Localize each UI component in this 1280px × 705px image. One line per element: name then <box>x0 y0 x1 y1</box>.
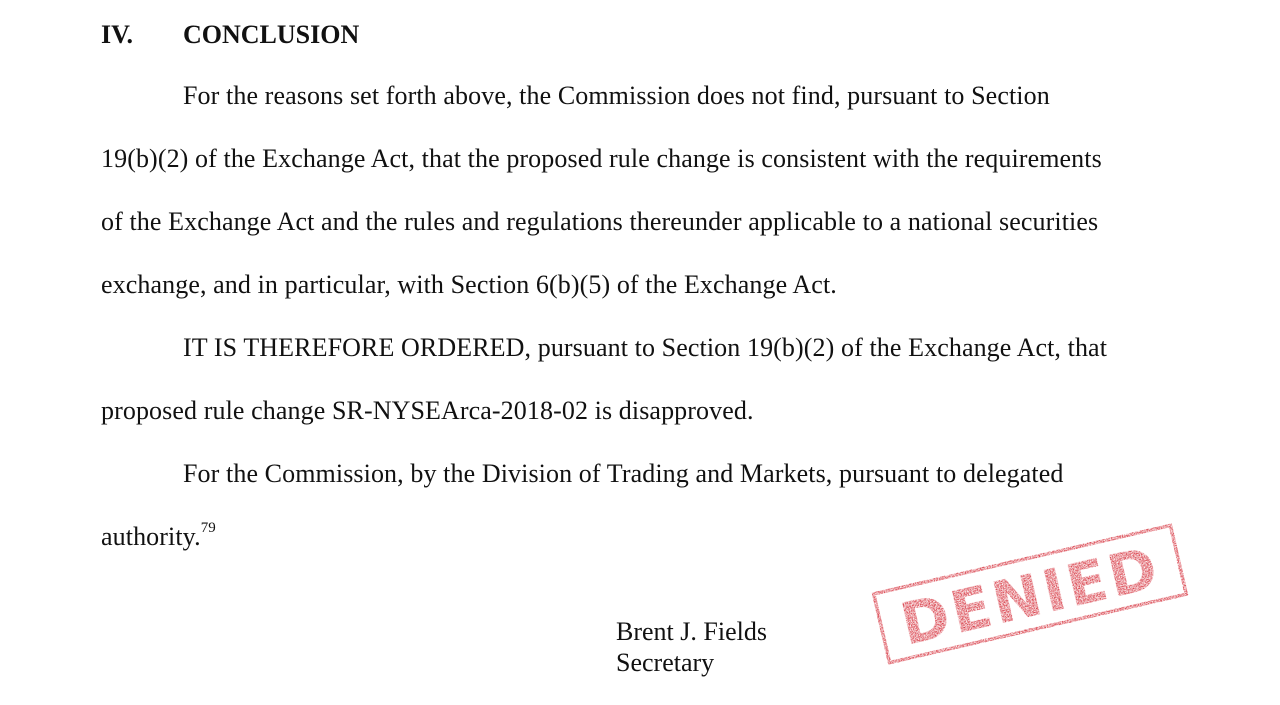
paragraph-1-line-2: 19(b)(2) of the Exchange Act, that the proposed rule change is consistent with the requirements <box>101 144 1102 173</box>
footnote-ref[interactable]: 79 <box>200 520 216 537</box>
signature-title: Secretary <box>616 648 715 677</box>
paragraph-2-line-2: proposed rule change SR-NYSEArca-2018-02 is disapproved. <box>101 396 754 425</box>
paragraph-3-line-2 <box>101 522 216 552</box>
paragraph-1-line-3: of the Exchange Act and the rules and regulations thereunder applicable to a national securities <box>101 207 1099 236</box>
denied-stamp <box>867 519 1193 670</box>
signature-name: Brent J. Fields <box>616 617 767 646</box>
paragraph-1-line-4: exchange, and in particular, with Section 6(b)(5) of the Exchange Act. <box>101 270 837 299</box>
section-title: CONCLUSION <box>183 20 360 49</box>
paragraph-3-line-1: For the Commission, by the Division of Trading and Markets, pursuant to delegated <box>183 459 1064 488</box>
paragraph-2-line-1: IT IS THEREFORE ORDERED, pursuant to Section 19(b)(2) of the Exchange Act, that <box>183 333 1108 362</box>
section-number: IV. <box>101 20 134 49</box>
paragraph-1-line-1: For the reasons set forth above, the Commission does not find, pursuant to Section <box>183 81 1050 110</box>
paragraph-3-text: authority. <box>101 522 201 551</box>
stamp-text: DENIED <box>894 533 1167 659</box>
stamp-graphic <box>872 523 1189 664</box>
